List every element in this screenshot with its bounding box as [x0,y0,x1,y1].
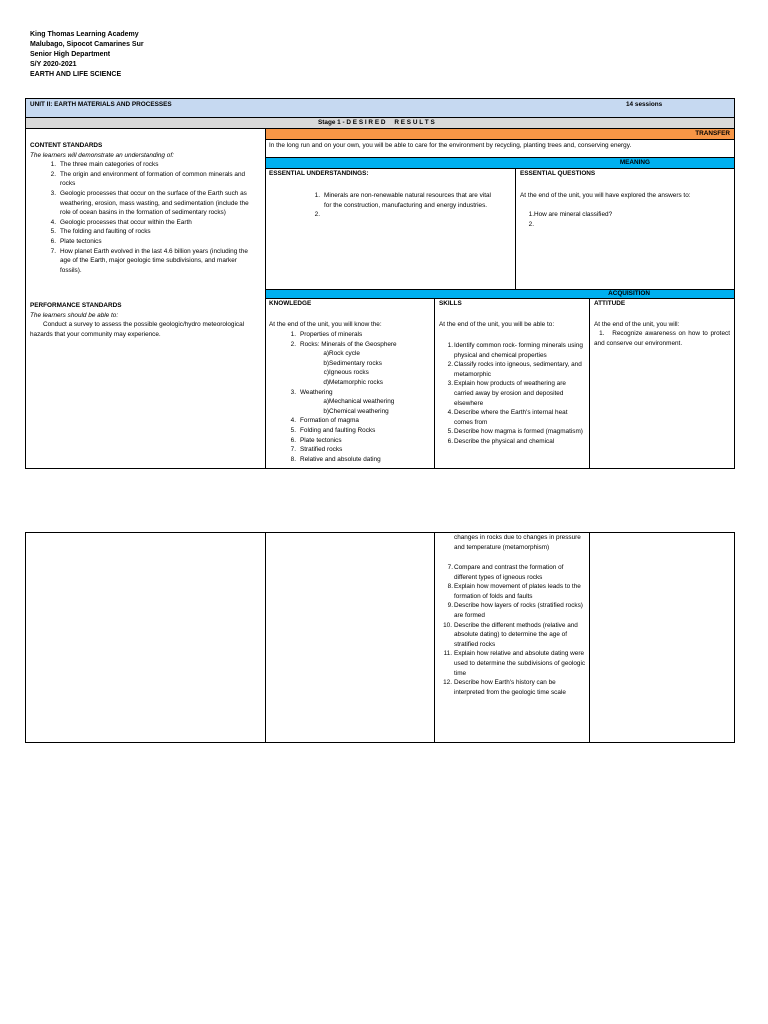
knowledge-intro: At the end of the unit, you will know the: [269,321,382,328]
skills-continued-list [443,563,586,697]
continued-skills-cell [434,532,590,743]
list-item: 6. Plate tectonics [290,436,342,444]
acquisition-label: ACQUISITION [608,290,650,297]
attitude-cell [589,298,735,469]
transfer-label: TRANSFER [695,130,730,137]
list-item: 5. Describe how magma is formed (magmatism) [447,428,583,436]
list-item: 1. Identify common rock- forming minerals using physical and chemical properties [447,342,583,359]
list-item: a) Mechanical weathering [323,398,395,406]
list-item: b) Sedimentary rocks [323,359,382,367]
list-item: 5. Folding and faulting Rocks [290,426,376,434]
content-standards-list [50,160,256,275]
essential-understandings-cell [265,168,516,290]
list-item: 4. Formation of magma [290,417,359,425]
stage-title: Stage 1 - D E S I R E D R E S U L T S [318,119,435,126]
list-item: 2. The origin and environment of formation of common minerals and rocks [50,170,246,188]
skills-list [447,341,586,447]
list-item: 1. Properties of minerals [290,331,363,338]
list-item: 2. [528,220,534,228]
list-item: 8. Relative and absolute dating [290,455,381,463]
standards-column [25,128,266,469]
skills-intro: At the end of the unit, you will be able to: [439,321,555,328]
unit-row [25,98,735,118]
list-item: 3. Geologic processes that occur on the surface of the Earth such as weathering, erosion, mass wasting, and sedimentation (include the role of ocean basins in the formation of sedimentary rocks) [50,189,249,217]
list-item: a) Rock cycle [323,350,360,358]
essential-questions-cell [515,168,735,290]
eu-heading: ESSENTIAL UNDERSTANDINGS: [269,170,369,177]
subject-title: EARTH AND LIFE SCIENCE [30,71,122,78]
list-item: 12. Describe how Earth's history can be interpreted from the geologic time scale [443,679,566,696]
list-item: 11. Explain how relative and absolute dating were used to determine the subdivisions of geologic time [443,650,586,677]
meaning-label: MEANING [619,159,650,166]
knowledge-list [290,330,432,464]
list-item: 4. Geologic processes that occur within the Earth [50,218,192,226]
list-item: 6. Describe the physical and chemical [447,437,555,445]
department: Senior High Department [30,51,111,58]
school-name: King Thomas Learning Academy [30,31,139,38]
knowledge-cell [265,298,435,469]
list-item: 2. Rocks: Minerals of the Geosphere [290,340,397,348]
list-item: 3. Weathering [290,388,333,396]
transfer-text: In the long run and on your own, you will be able to care for the environment by recycling, planting trees and, conserving energy. [269,142,632,149]
list-item: 8. Explain how movement of plates leads to the formation of folds and faults [447,583,581,600]
knowledge-heading: KNOWLEDGE [269,300,312,307]
attitude-item: 1. Recognize awareness on how to protect and conserve our environment. [594,330,730,347]
performance-standards-heading: PERFORMANCE STANDARDS [30,302,122,309]
list-item: 7. How planet Earth evolved in the last 4.6 billion years (including the age of the Earth, major geologic time subdivisions, and marker fossils). [50,247,248,274]
performance-standards-intro: The learners should be able to: [30,311,119,319]
skills-cell [434,298,590,469]
attitude-heading: ATTITUDE [594,300,626,307]
list-item: 5. The folding and faulting of rocks [50,228,151,236]
eq-intro: At the end of the unit, you will have explored the answers to: [520,192,691,199]
eu-list [314,191,496,220]
skills-heading: SKILLS [439,300,462,307]
list-item: 3. Explain how products of weathering are carried away by erosion and deposited elsewhere [447,380,566,407]
list-item: 6. Plate tectonics [50,237,102,245]
continued-knowledge-cell [265,532,435,743]
list-item: 9. Describe how layers of rocks (stratified rocks) are formed [447,602,583,619]
list-item: b) Chemical weathering [323,407,389,415]
continued-standards-cell [25,532,266,743]
list-item: 2. [314,211,320,219]
list-item: 10. Describe the different methods (relative and absolute dating) to determine the age of stratified rocks [443,621,578,648]
list-item: c) Igneous rocks [323,369,369,377]
transfer-cell [265,139,735,158]
list-item: 1. Minerals are non-renewable natural resources that are vital for the construction, manufacturing and energy industries. [314,192,491,209]
list-item: 2. Classify rocks into igneous, sedimentary, and metamorphic [447,361,582,378]
content-standards-intro: The learners will demonstrate an understanding of: [30,151,174,159]
school-address: Malubago, Sipocot Camarines Sur [30,41,144,48]
school-year: S/Y 2020-2021 [30,61,77,68]
skills-continued-first: changes in rocks due to changes in pressure and temperature (metamorphism) [454,534,581,551]
unit-sessions: 14 sessions [626,101,663,108]
attitude-intro: At the end of the unit, you will: [594,321,680,328]
list-item: d) Metamorphic rocks [323,378,383,386]
list-item: 4. Describe where the Earth's internal heat comes from [447,409,568,426]
list-item: 7. Stratified rocks [290,446,343,454]
unit-title: UNIT II: EARTH MATERIALS AND PROCESSES [30,101,172,108]
continued-attitude-cell [589,532,735,743]
list-item: 7. Compare and contrast the formation of different types of igneous rocks [447,564,564,581]
content-standards-heading: CONTENT STANDARDS [30,142,103,149]
list-item: 1. How are mineral classified? [528,211,613,218]
eq-list [528,210,724,229]
performance-standards-text: Conduct a survey to assess the possible geologic/hydro meteorological hazards that your community may experience. [30,321,245,338]
school-header [30,30,144,80]
eq-heading: ESSENTIAL QUESTIONS [520,170,596,177]
list-item: 1. The three main categories of rocks [50,161,159,169]
